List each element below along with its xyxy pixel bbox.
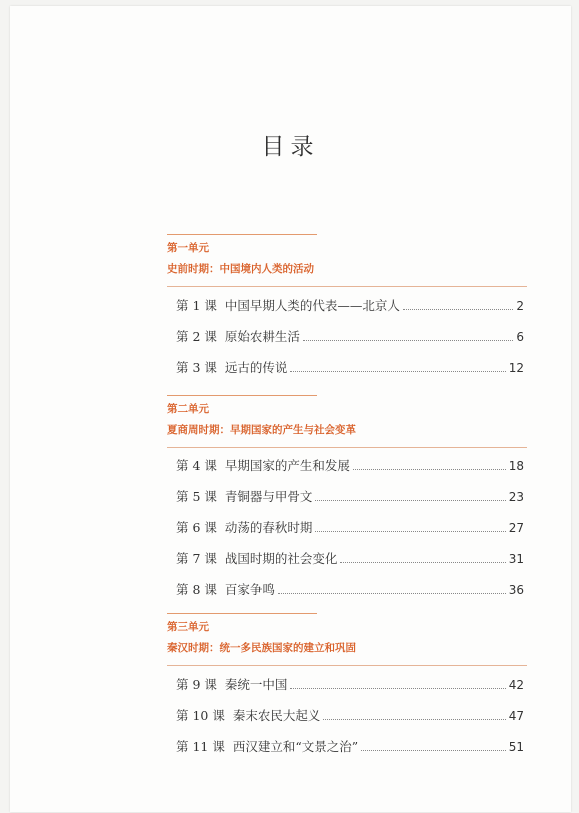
unit-header-3 xyxy=(167,613,527,666)
lesson-number: 第 1 课 xyxy=(176,298,217,313)
lesson-title: 秦统一中国 xyxy=(224,677,288,692)
unit-name: 第三单元 xyxy=(167,621,209,633)
lesson-number: 第 6 课 xyxy=(176,520,217,535)
unit-subtitle: 秦汉时期：统一多民族国家的建立和巩固 xyxy=(167,642,356,654)
unit-name: 第二单元 xyxy=(167,403,209,415)
unit-subtitle: 夏商周时期：早期国家的产生与社会变革 xyxy=(167,424,356,436)
lesson-number: 第 4 课 xyxy=(176,458,217,473)
lesson-title: 秦末农民大起义 xyxy=(232,708,321,723)
unit-subtitle: 史前时期：中国境内人类的活动 xyxy=(167,263,314,275)
lesson-title: 动荡的春秋时期 xyxy=(224,520,313,535)
lesson-title: 远古的传说 xyxy=(224,360,288,375)
unit-top-rule xyxy=(167,234,317,235)
dot-leader xyxy=(353,469,506,470)
lesson-number: 第 7 课 xyxy=(176,551,217,566)
dot-leader xyxy=(361,750,506,751)
toc-entry[interactable] xyxy=(176,329,524,345)
toc-entry[interactable] xyxy=(176,551,524,567)
unit-top-rule xyxy=(167,613,317,614)
unit-divider xyxy=(167,665,527,666)
lesson-number: 第 5 课 xyxy=(176,489,217,504)
dot-leader xyxy=(315,531,505,532)
lesson-title: 原始农耕生活 xyxy=(224,329,300,344)
lesson-number: 第 9 课 xyxy=(176,677,217,692)
unit-divider xyxy=(167,286,527,287)
dot-leader xyxy=(403,309,513,310)
page-number: 31 xyxy=(508,552,524,566)
lesson-number: 第 10 课 xyxy=(176,708,225,723)
dot-leader xyxy=(315,500,505,501)
toc-entry[interactable] xyxy=(176,582,524,598)
page-number: 51 xyxy=(508,740,524,754)
dot-leader xyxy=(278,593,506,594)
toc-entry[interactable] xyxy=(176,458,524,474)
lesson-title: 中国早期人类的代表——北京人 xyxy=(224,298,400,313)
dot-leader xyxy=(290,688,505,689)
dot-leader xyxy=(323,719,505,720)
toc-entry[interactable] xyxy=(176,360,524,376)
page-number: 36 xyxy=(508,583,524,597)
toc-entry[interactable] xyxy=(176,298,524,314)
unit-divider xyxy=(167,447,527,448)
lesson-title: 百家争鸣 xyxy=(224,582,275,597)
page-number: 23 xyxy=(508,490,524,504)
page-number: 18 xyxy=(508,459,524,473)
unit-header-1 xyxy=(167,234,527,287)
page-number: 6 xyxy=(516,330,524,344)
page-title: 目录 xyxy=(261,134,320,160)
toc-entry[interactable] xyxy=(176,739,524,755)
lesson-title: 西汉建立和“文景之治” xyxy=(232,739,359,754)
lesson-title: 早期国家的产生和发展 xyxy=(224,458,350,473)
dot-leader xyxy=(290,371,505,372)
dot-leader xyxy=(303,340,513,341)
lesson-number: 第 11 课 xyxy=(176,739,225,754)
lesson-number: 第 8 课 xyxy=(176,582,217,597)
page-number: 12 xyxy=(508,361,524,375)
page-number: 2 xyxy=(516,299,524,313)
toc-entry[interactable] xyxy=(176,520,524,536)
lesson-title: 战国时期的社会变化 xyxy=(224,551,338,566)
dot-leader xyxy=(340,562,505,563)
lesson-number: 第 3 课 xyxy=(176,360,217,375)
lesson-number: 第 2 课 xyxy=(176,329,217,344)
page-number: 42 xyxy=(508,678,524,692)
unit-top-rule xyxy=(167,395,317,396)
toc-entry[interactable] xyxy=(176,489,524,505)
toc-entry[interactable] xyxy=(176,708,524,724)
unit-name: 第一单元 xyxy=(167,242,209,254)
unit-header-2 xyxy=(167,395,527,448)
lesson-title: 青铜器与甲骨文 xyxy=(224,489,313,504)
page-number: 27 xyxy=(508,521,524,535)
page-number: 47 xyxy=(508,709,524,723)
toc-entry[interactable] xyxy=(176,677,524,693)
